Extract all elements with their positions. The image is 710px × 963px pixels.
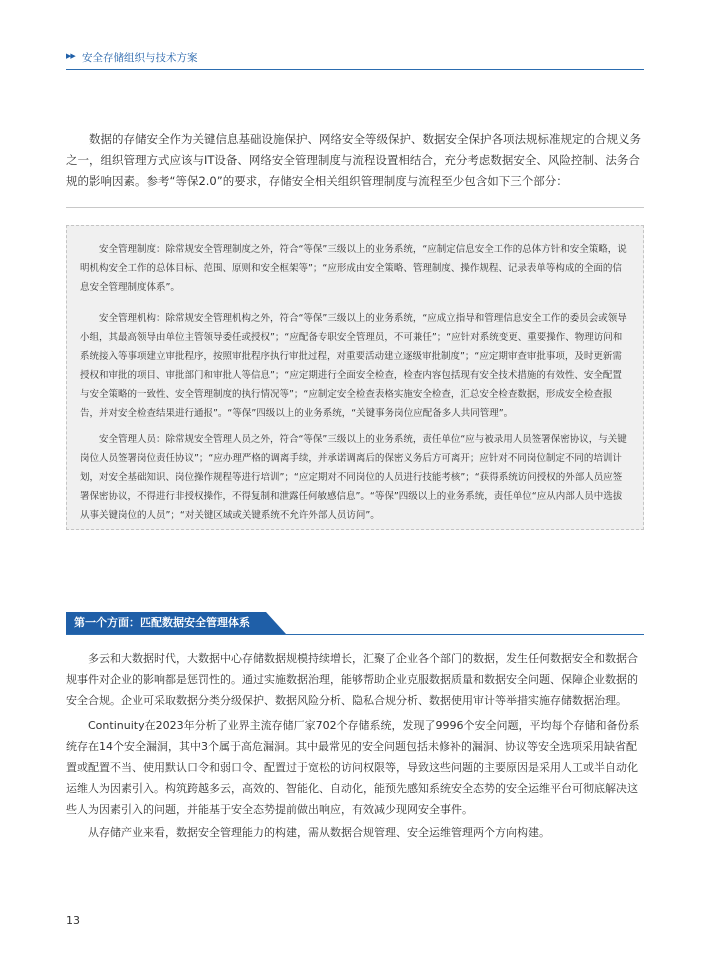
body-paragraph: 从存储产业来看，数据安全管理能力的构建，需从数据合规管理、安全运维管理两个方向构建。 [88, 826, 550, 839]
box-paragraph-management-personnel: 安全管理人员：除常规安全管理人员之外，符合“等保”三级以上的业务系统，责任单位“应与被录用人员签署保密协议，与关键岗位人员签署岗位责任协议”；“应办理严格的调离手续，并承诺调离后的保密义务后方可离开；应针对不同岗位制定不同的培训计划，对安全基础知识、岗位操作规程等进行培训”；“应定期对不同岗位的人员进行技能考核”；“获得系统访问授权的外部人员应签署保密协议，不得进行非授权操作，不得复制和泄露任何敏感信息”。“等保”四级以上的业务系统，责任单位“应从内部人员中选拔从事关键岗位的人员”；“对关键区域或关键系统不允许外部人员访问”。 [80, 434, 627, 521]
box-paragraph-management-system: 安全管理制度：除常规安全管理制度之外，符合“等保”三级以上的业务系统，“应制定信息安全工作的总体方针和安全策略，说明机构安全工作的总体目标、范围、原则和安全框架等”；“应形成由安全策略、管理制度、操作规程、记录表单等构成的全面的信息安全管理制度体系”。 [80, 244, 627, 293]
section-heading [66, 612, 286, 634]
management-requirements-box [66, 225, 644, 530]
header-rule [66, 69, 644, 70]
double-arrow-icon: ▶▶ [66, 52, 75, 60]
body-paragraph: Continuity在2023年分析了业界主流存储厂家702个存储系统，发现了9996个安全问题，平均每个存储和备份系统存在14个安全漏洞，其中3个属于高危漏洞。其中最常见的安全问题包括未修补的漏洞、协议等安全选项采用缺省配置或配置不当、使用默认口令和弱口令、配置过于宽松的访问权限等，导致这些问题的主要原因是采用人工或半自动化运维人为因素引入。构筑跨越多云，高效的、智能化、自动化，能预先感知系统安全态势的安全运维平台可彻底解决这些人为因素引入的问题，并能基于安全态势提前做出响应，有效减少现网安全事件。 [66, 719, 640, 816]
body-paragraph: 多云和大数据时代，大数据中心存储数据规模持续增长，汇聚了企业各个部门的数据，发生任何数据安全和数据合规事件对企业的影响都是惩罚性的。通过实施数据治理，能够帮助企业克服数据质量和数据安全问题、保障企业数据的安全合规。企业可采取数据分类分级保护、数据风险分析、隐私合规分析、数据使用审计等举措实施存储数据治理。 [66, 652, 638, 707]
header-title: 安全存储组织与技术方案 [82, 52, 198, 64]
page-number: 13 [66, 914, 80, 927]
section-title: 第一个方面：匹配数据安全管理体系 [74, 616, 250, 629]
box-paragraph-management-organization: 安全管理机构：除常规安全管理机构之外，符合“等保”三级以上的业务系统，“应成立指导和管理信息安全工作的委员会或领导小组，其最高领导由单位主管领导委任或授权”；“应配备专职安全管理员，不可兼任”；“应针对系统变更、重要操作、物理访问和系统接入等事项建立审批程序，按照审批程序执行审批过程，对重要活动建立逐级审批制度”；“应定期审查审批事项，及时更新需授权和审批的项目、审批部门和审批人等信息”；“应定期进行全面安全检查，检查内容包括现有安全技术措施的有效性、安全配置与安全策略的一致性、安全管理制度的执行情况等”；“应制定安全检查表格实施安全检查，汇总安全检查数据，形成安全检查报告，并对安全检查结果进行通报”。“等保”四级以上的业务系统，“关键事务岗位应配备多人共同管理”。 [80, 313, 627, 419]
intro-paragraph: 数据的存储安全作为关键信息基础设施保护、网络安全等级保护、数据安全保护各项法规标准规定的合规义务之一，组织管理方式应该与IT设备、网络安全管理制度与流程设置相结合，充分考虑数据安全、风险控制、法务合规的影响因素。参考“等保2.0”的要求，存储安全相关组织管理制度与流程至少包含如下三个部分： [66, 132, 641, 188]
page-header [66, 50, 644, 66]
divider [66, 207, 644, 208]
section-rule [66, 634, 644, 635]
